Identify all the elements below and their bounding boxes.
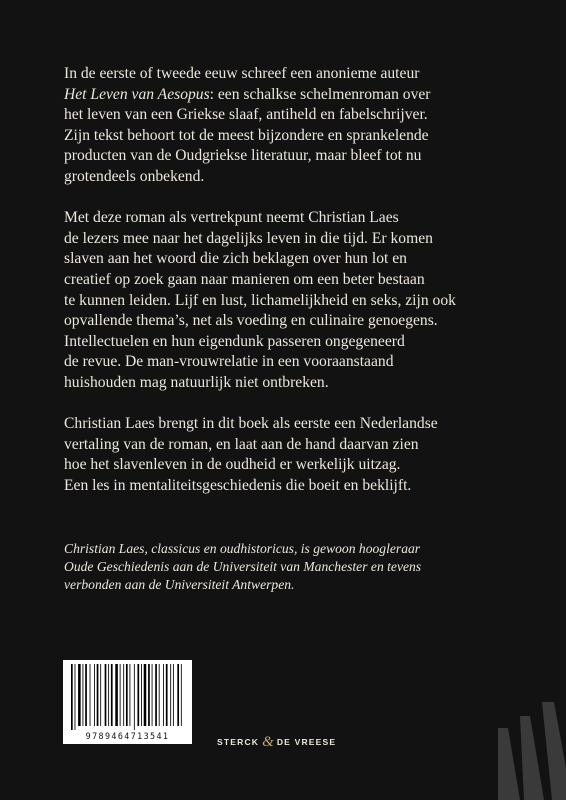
- barcode-bar: [137, 664, 139, 726]
- blurb-line: In de eerste of tweede eeuw schreef een anonieme auteur: [64, 65, 420, 82]
- barcode-bar: [115, 664, 118, 726]
- barcode-bar: [130, 664, 131, 726]
- blurb-paragraph-1: [64, 64, 494, 188]
- blurb-line: huishouden mag natuurlijk niet ontbreken.: [64, 373, 329, 391]
- bio-line: verbonden aan de Universiteit Antwerpen.: [64, 577, 295, 593]
- blurb-line: het leven van een Griekse slaaf, antiheld en fabelschrijver.: [64, 106, 428, 124]
- publisher-ampersand: &: [262, 734, 274, 750]
- barcode-bar: [123, 664, 124, 726]
- barcode-bar: [148, 664, 150, 726]
- barcode-bar: [97, 664, 99, 726]
- bio-line: Oude Geschiedenis aan de Universiteit van Manchester en tevens: [64, 559, 422, 575]
- blurb-line: Christian Laes brengt in dit boek als eerste een Nederlandse: [64, 415, 438, 433]
- barcode-bar: [177, 664, 179, 726]
- blurb-line: slaven aan het woord die zich beklagen over hun lot en: [64, 250, 407, 268]
- isbn-number: 9789464713541: [85, 731, 170, 741]
- blurb-line: de lezers mee naar het dagelijks leven in die tijd. Er komen: [64, 229, 433, 247]
- barcode-bar: [170, 664, 171, 726]
- blurb-line: grotendeels onbekend.: [64, 167, 205, 185]
- barcode-bar: [134, 664, 135, 730]
- barcode-bar: [141, 664, 142, 726]
- barcode-bar: [166, 664, 168, 726]
- blurb-line: Zijn tekst behoort tot de meest bijzondere en sprankelende: [64, 126, 429, 144]
- blurb-line: Het Leven van Aesopus: een schalkse schelmenroman over: [64, 85, 431, 103]
- blurb-line: producten van de Oudgriekse literatuur, maar bleef tot nu: [64, 147, 422, 165]
- fsc-logo-icon: [468, 688, 566, 800]
- book-title: Het Leven van Aesopus: [64, 85, 210, 103]
- barcode-bar: [159, 664, 160, 726]
- blurb-line: Een les in mentaliteitsgeschiedenis die boeit en beklijft.: [64, 476, 412, 494]
- barcode-bar: [94, 664, 95, 726]
- bio-line: Christian Laes, classicus en oudhistoricus, is gewoon hoogleraar: [64, 541, 421, 556]
- blurb-paragraph-2: [64, 208, 494, 393]
- barcode-bar: [105, 664, 107, 726]
- barcode-bar: [144, 664, 147, 726]
- blurb-line: te kunnen leiden. Lijf en lust, lichamelijkheid en seks, zijn ook: [64, 291, 456, 309]
- barcode-bar: [152, 664, 153, 726]
- blurb-text: [64, 64, 494, 517]
- barcode-bar: [85, 664, 87, 726]
- barcode-bar: [83, 664, 84, 726]
- barcode-bar: [173, 664, 174, 726]
- blurb-line: vertaling van de roman, en laat aan de hand daarvan zien: [64, 435, 419, 453]
- publisher-name-right: DE VREESE: [276, 737, 337, 747]
- blurb-line: hoe het slavenleven in de oudheid er werkelijk uitzag.: [64, 456, 401, 474]
- blurb-line: creatief op zoek gaan naar manieren om een beter bestaan: [64, 270, 425, 288]
- blurb-line: opvallende thema’s, net als voeding en culinaire genoegens.: [64, 312, 438, 330]
- barcode-bar: [100, 664, 101, 726]
- barcode-bar: [90, 664, 91, 726]
- barcode-bar: [126, 664, 128, 726]
- isbn-barcode: [63, 660, 192, 744]
- barcode-bar: [181, 664, 182, 726]
- barcode-bar: [120, 664, 121, 726]
- barcode-bar: [155, 664, 157, 726]
- blurb-paragraph-3: [64, 414, 494, 496]
- blurb-line: de revue. De man-vrouwrelatie in een vooraanstaand: [64, 353, 394, 371]
- barcode-bar: [111, 664, 113, 726]
- barcode-bar: [163, 664, 164, 726]
- barcode-bar: [78, 664, 81, 726]
- barcode-bar: [75, 664, 76, 730]
- blurb-line: Met deze roman als vertrekpunt neemt Christian Laes: [64, 209, 399, 227]
- barcode-bars: [63, 660, 192, 732]
- publisher-name-left: STERCK: [217, 737, 260, 747]
- barcode-bar: [108, 664, 109, 726]
- barcode-bar: [71, 664, 73, 730]
- publisher-logo: [217, 733, 336, 750]
- author-bio: [64, 540, 524, 595]
- blurb-line: Intellectuelen en hun eigendunk passeren ongegeneerd: [64, 332, 405, 350]
